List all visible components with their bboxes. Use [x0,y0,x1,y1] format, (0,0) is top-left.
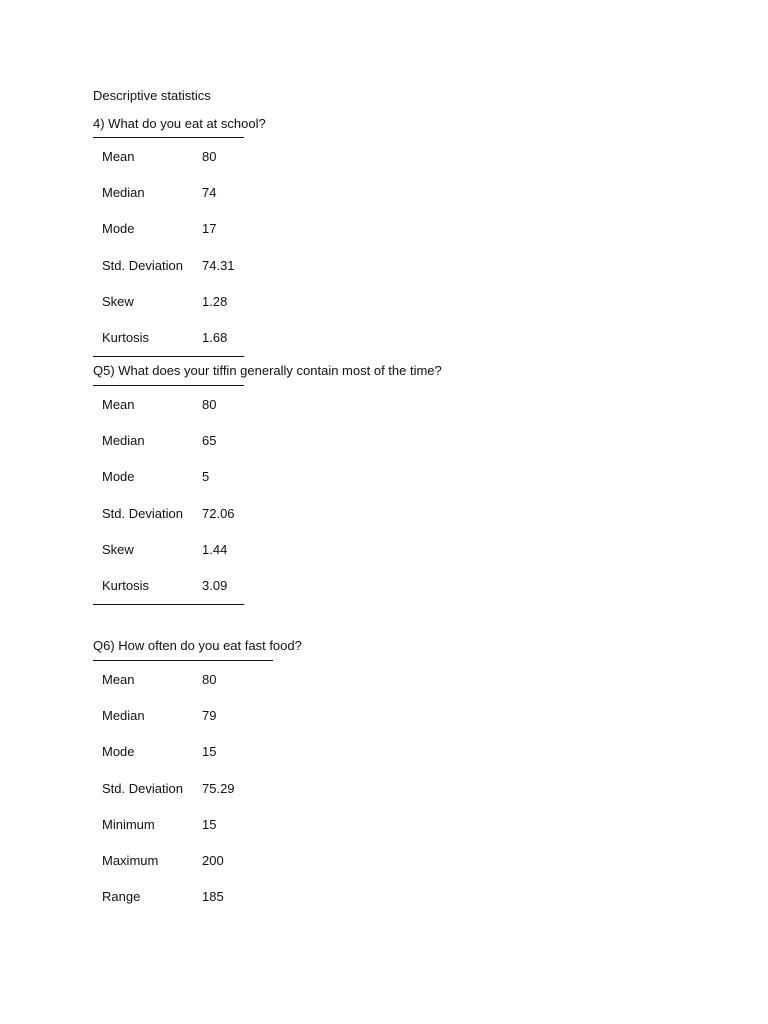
table-row [93,531,244,567]
table-row [93,386,244,423]
stat-value: 15 [202,744,217,760]
table-row [93,319,244,356]
stat-value: 74 [202,184,217,200]
stat-value: 17 [202,221,217,237]
table-row [93,806,273,842]
stat-value: 15 [202,816,217,832]
stat-value: 65 [202,432,217,448]
stat-label: Kurtosis [102,330,149,346]
stat-value: 1.28 [202,293,228,309]
stat-value: 5 [202,469,210,485]
question-title: 4) What do you eat at school? [93,116,266,131]
stat-label: Mode [102,469,135,485]
stat-label: Mean [102,396,135,412]
table-row [93,661,273,698]
stat-value: 1.44 [202,541,228,557]
table-row [93,459,244,495]
stats-table [93,660,273,915]
stat-value: 79 [202,707,217,723]
table-row [93,770,273,806]
table-row [93,174,244,210]
stat-label: Mean [102,148,135,164]
stat-value: 1.68 [202,330,228,346]
stat-label: Std. Deviation [102,780,183,796]
stat-label: Std. Deviation [102,257,183,273]
stats-table [93,385,244,605]
table-row [93,138,244,175]
stat-label: Mode [102,221,135,237]
stat-label: Skew [102,293,134,309]
table-row [93,697,273,733]
stat-label: Mode [102,744,135,760]
stat-value: 80 [202,148,217,164]
question-title: Q5) What does your tiffin generally contain most of the time? [93,363,442,378]
stat-label: Kurtosis [102,578,149,594]
stat-value: 80 [202,671,217,687]
stat-label: Maximum [102,853,159,869]
table-row [93,211,244,247]
table-row [93,422,244,458]
stats-table [93,137,244,357]
stat-label: Std. Deviation [102,505,183,521]
table-row [93,879,273,915]
stat-value: 75.29 [202,780,235,796]
stat-label: Range [102,889,141,905]
stat-label: Minimum [102,816,155,832]
table-row [93,567,244,604]
stat-value: 72.06 [202,505,235,521]
page-heading: Descriptive statistics [93,88,211,103]
stat-value: 74.31 [202,257,235,273]
stat-label: Median [102,707,145,723]
stat-value: 3.09 [202,578,228,594]
stat-value: 80 [202,396,217,412]
table-row [93,495,244,531]
table-row [93,734,273,770]
stat-value: 200 [202,853,224,869]
stat-value: 185 [202,889,224,905]
question-title: Q6) How often do you eat fast food? [93,638,302,653]
table-row [93,842,273,878]
table-row [93,247,244,283]
stat-label: Median [102,184,145,200]
table-row [93,283,244,319]
stat-label: Mean [102,671,135,687]
stat-label: Median [102,432,145,448]
stat-label: Skew [102,541,134,557]
